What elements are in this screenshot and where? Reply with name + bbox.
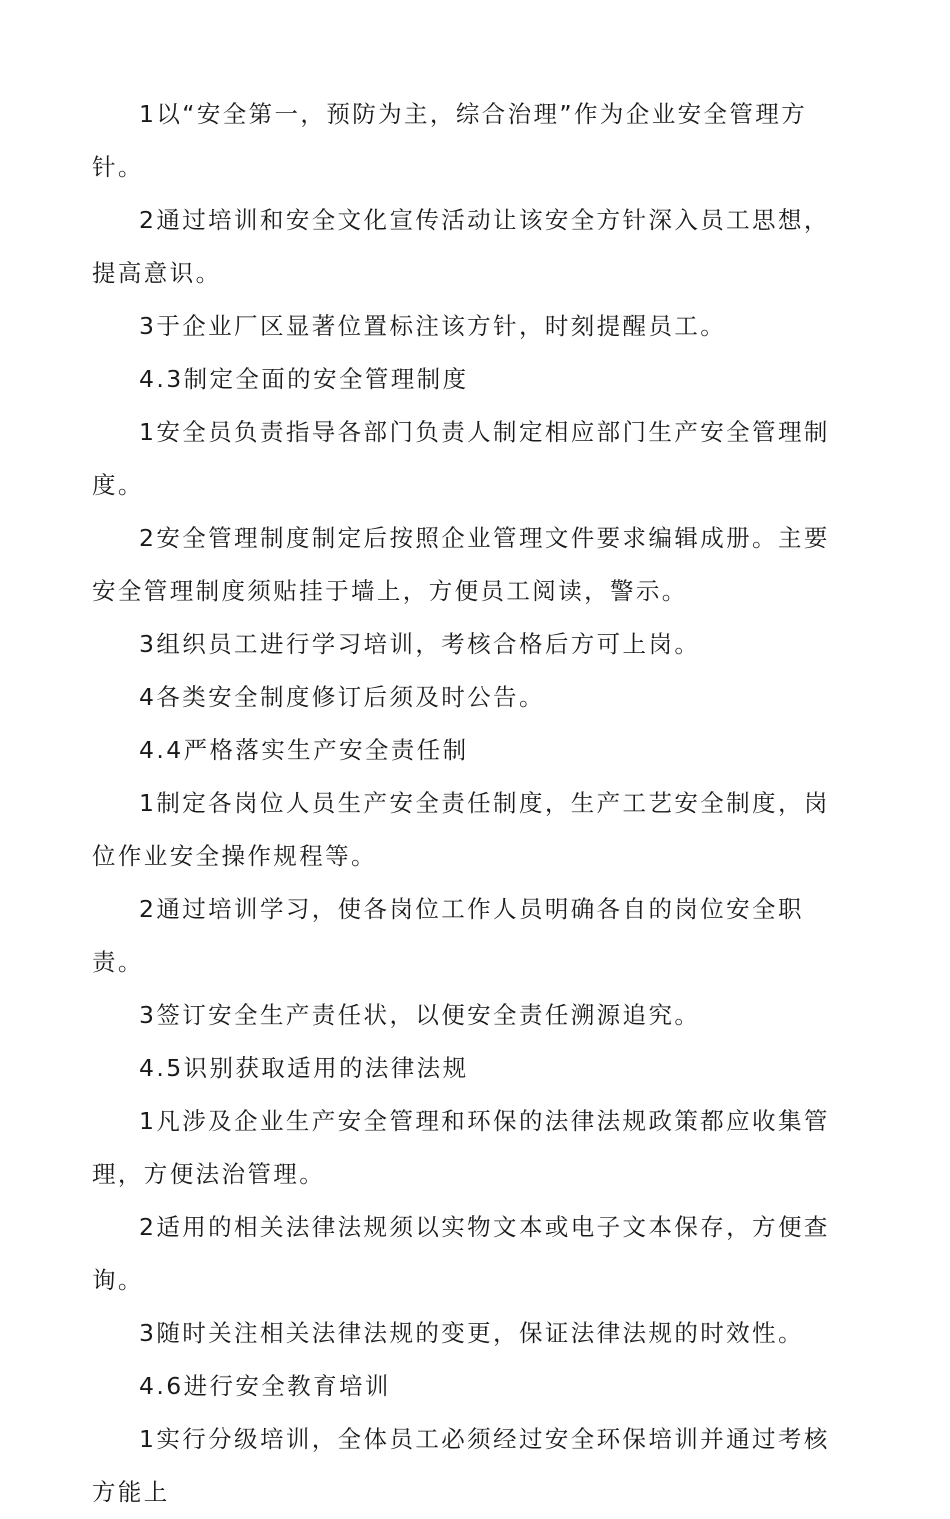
paragraph-2: 2通过培训和安全文化宣传活动让该安全方针深入员工思想，提高意识。: [92, 206, 830, 287]
paragraph-7: 4各类安全制度修订后须及时公告。: [139, 683, 545, 711]
paragraph-9: 2通过培训学习，使各岗位工作人员明确各自的岗位安全职责。: [92, 895, 804, 976]
section-heading-4-3: 4.3制定全面的安全管理制度: [139, 365, 469, 393]
paragraph-5: 2安全管理制度制定后按照企业管理文件要求编辑成册。主要安全管理制度须贴挂于墙上，方便员工阅读，警示。: [92, 524, 830, 605]
paragraph-11: 1凡涉及企业生产安全管理和环保的法律法规政策都应收集管理，方便法治管理。: [92, 1107, 830, 1188]
document-page: [92, 88, 852, 1519]
paragraph-13: 3随时关注相关法律法规的变更，保证法律法规的时效性。: [139, 1319, 804, 1347]
paragraph-12: 2适用的相关法律法规须以实物文本或电子文本保存，方便查询。: [92, 1213, 830, 1294]
paragraph-6: 3组织员工进行学习培训，考核合格后方可上岗。: [139, 630, 701, 658]
section-heading-4-6: 4.6进行安全教育培训: [139, 1372, 391, 1400]
paragraph-8: 1制定各岗位人员生产安全责任制度，生产工艺安全制度，岗位作业安全操作规程等。: [92, 789, 830, 870]
paragraph-14: 1实行分级培训，全体员工必须经过安全环保培训并通过考核方能上: [92, 1425, 830, 1506]
paragraph-10: 3签订安全生产责任状，以便安全责任溯源追究。: [139, 1001, 701, 1029]
paragraph-4: 1安全员负责指导各部门负责人制定相应部门生产安全管理制度。: [92, 418, 830, 499]
paragraph-3: 3于企业厂区显著位置标注该方针，时刻提醒员工。: [139, 312, 727, 340]
section-heading-4-5: 4.5识别获取适用的法律法规: [139, 1054, 469, 1082]
section-heading-4-4: 4.4严格落实生产安全责任制: [139, 736, 469, 764]
paragraph-1: 1以“安全第一，预防为主，综合治理”作为企业安全管理方针。: [92, 100, 808, 181]
